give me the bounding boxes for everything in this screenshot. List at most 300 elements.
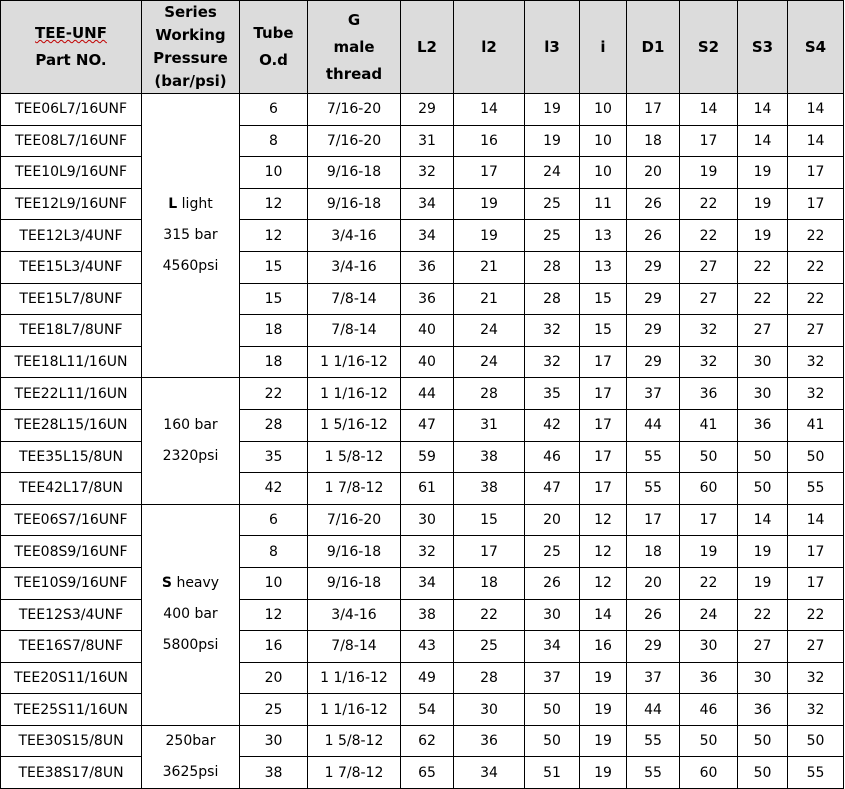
header-tube-line: O.d [259, 51, 288, 69]
cell-i: 15 [580, 283, 627, 315]
cell-s3: 36 [738, 409, 788, 441]
cell-thread: 1 1/16-12 [308, 694, 401, 726]
cell-s2: 32 [680, 315, 738, 347]
cell-l3: 46 [525, 441, 580, 473]
table-row [1, 125, 844, 157]
cell-i: 17 [580, 441, 627, 473]
cell-part-no: TEE08S9/16UNF [1, 536, 142, 568]
cell-s4: 17 [788, 157, 844, 189]
header-part-line: TEE-UNF [35, 24, 107, 42]
cell-i: 10 [580, 157, 627, 189]
cell-s3: 27 [738, 315, 788, 347]
cell-part-no: TEE08L7/16UNF [1, 125, 142, 157]
cell-tube-od: 12 [240, 188, 308, 220]
cell-d1: 55 [627, 441, 680, 473]
cell-l2-lower: 19 [454, 220, 525, 252]
cell-l2-lower: 22 [454, 599, 525, 631]
cell-part-no: TEE12L3/4UNF [1, 220, 142, 252]
cell-s2: 22 [680, 220, 738, 252]
cell-l3: 19 [525, 94, 580, 126]
header-thread-line: male [333, 37, 375, 56]
header-s4: S4 [788, 1, 844, 94]
cell-s4: 55 [788, 757, 844, 789]
cell-s2: 36 [680, 662, 738, 694]
cell-s4: 14 [788, 504, 844, 536]
cell-thread: 1 7/8-12 [308, 757, 401, 789]
cell-d1: 44 [627, 694, 680, 726]
series-text: 5800psi [162, 637, 219, 654]
cell-d1: 44 [627, 409, 680, 441]
cell-l3: 25 [525, 220, 580, 252]
cell-l2-lower: 34 [454, 757, 525, 789]
cell-l2: 43 [401, 631, 454, 663]
cell-i: 12 [580, 536, 627, 568]
cell-thread: 7/8-14 [308, 315, 401, 347]
series-line [142, 726, 239, 757]
cell-s2: 36 [680, 378, 738, 410]
cell-s2: 30 [680, 631, 738, 663]
header-l2-lower: l2 [454, 1, 525, 94]
cell-thread: 9/16-18 [308, 157, 401, 189]
series-text: 250bar [165, 732, 216, 749]
cell-s2: 17 [680, 125, 738, 157]
cell-l2: 47 [401, 409, 454, 441]
table-row [1, 757, 844, 789]
cell-l2: 40 [401, 346, 454, 378]
cell-i: 17 [580, 346, 627, 378]
cell-s3: 27 [738, 631, 788, 663]
cell-l2: 36 [401, 251, 454, 283]
table-body [1, 94, 844, 789]
cell-l2: 29 [401, 94, 454, 126]
series-text: 4560psi [162, 258, 219, 275]
table-row [1, 441, 844, 473]
cell-part-no: TEE16S7/8UNF [1, 631, 142, 663]
cell-d1: 29 [627, 283, 680, 315]
cell-tube-od: 15 [240, 283, 308, 315]
cell-thread: 9/16-18 [308, 536, 401, 568]
cell-part-no: TEE42L17/8UN [1, 473, 142, 505]
cell-l2-lower: 28 [454, 378, 525, 410]
cell-l3: 30 [525, 599, 580, 631]
cell-thread: 1 5/8-12 [308, 441, 401, 473]
cell-i: 13 [580, 220, 627, 252]
cell-l2: 54 [401, 694, 454, 726]
series-cell [142, 725, 240, 788]
cell-l3: 34 [525, 631, 580, 663]
series-text: 315 bar [163, 227, 218, 244]
cell-l2-lower: 18 [454, 567, 525, 599]
cell-l2-lower: 28 [454, 662, 525, 694]
cell-tube-od: 10 [240, 567, 308, 599]
table-row [1, 346, 844, 378]
cell-d1: 26 [627, 599, 680, 631]
cell-s3: 19 [738, 188, 788, 220]
cell-d1: 29 [627, 315, 680, 347]
cell-l2-lower: 24 [454, 315, 525, 347]
table-row [1, 251, 844, 283]
cell-part-no: TEE30S15/8UN [1, 725, 142, 757]
cell-part-no: TEE25S11/16UN [1, 694, 142, 726]
header-part-no [1, 1, 142, 94]
cell-thread: 1 7/8-12 [308, 473, 401, 505]
cell-d1: 29 [627, 631, 680, 663]
cell-s3: 30 [738, 662, 788, 694]
cell-s3: 19 [738, 220, 788, 252]
cell-s3: 50 [738, 725, 788, 757]
table-row [1, 567, 844, 599]
cell-s4: 22 [788, 220, 844, 252]
series-line [142, 251, 239, 282]
cell-l3: 50 [525, 694, 580, 726]
cell-s2: 50 [680, 725, 738, 757]
cell-s3: 19 [738, 157, 788, 189]
cell-l2-lower: 17 [454, 536, 525, 568]
cell-i: 19 [580, 757, 627, 789]
cell-thread: 1 1/16-12 [308, 662, 401, 694]
table-row [1, 283, 844, 315]
cell-tube-od: 10 [240, 157, 308, 189]
cell-l3: 24 [525, 157, 580, 189]
cell-tube-od: 8 [240, 536, 308, 568]
cell-s4: 22 [788, 251, 844, 283]
cell-thread: 3/4-16 [308, 599, 401, 631]
header-i: i [580, 1, 627, 94]
cell-tube-od: 16 [240, 631, 308, 663]
series-line [142, 757, 239, 788]
cell-d1: 55 [627, 473, 680, 505]
cell-s4: 27 [788, 315, 844, 347]
series-line [142, 599, 239, 630]
cell-s4: 14 [788, 94, 844, 126]
cell-tube-od: 35 [240, 441, 308, 473]
cell-i: 14 [580, 599, 627, 631]
table-row [1, 725, 844, 757]
cell-i: 11 [580, 188, 627, 220]
cell-tube-od: 22 [240, 378, 308, 410]
cell-s2: 19 [680, 157, 738, 189]
cell-d1: 37 [627, 662, 680, 694]
cell-l2-lower: 16 [454, 125, 525, 157]
cell-part-no: TEE22L11/16UN [1, 378, 142, 410]
cell-l3: 19 [525, 125, 580, 157]
cell-s2: 24 [680, 599, 738, 631]
cell-l3: 42 [525, 409, 580, 441]
cell-part-no: TEE20S11/16UN [1, 662, 142, 694]
series-text: 160 bar [163, 417, 218, 434]
table-row [1, 315, 844, 347]
cell-l3: 26 [525, 567, 580, 599]
cell-part-no: TEE06S7/16UNF [1, 504, 142, 536]
cell-s2: 32 [680, 346, 738, 378]
cell-thread: 7/16-20 [308, 125, 401, 157]
cell-d1: 55 [627, 725, 680, 757]
series-text: heavy [172, 575, 220, 592]
header-part-line: Part NO. [35, 51, 107, 69]
cell-s3: 22 [738, 251, 788, 283]
cell-s2: 27 [680, 283, 738, 315]
header-tube-line: Tube [253, 24, 294, 42]
cell-l2-lower: 15 [454, 504, 525, 536]
cell-l3: 51 [525, 757, 580, 789]
series-class-letter: L [168, 196, 178, 213]
table-row [1, 409, 844, 441]
cell-thread: 1 5/8-12 [308, 725, 401, 757]
cell-part-no: TEE10S9/16UNF [1, 567, 142, 599]
cell-l2-lower: 38 [454, 441, 525, 473]
cell-d1: 29 [627, 251, 680, 283]
cell-thread: 1 5/16-12 [308, 409, 401, 441]
cell-thread: 1 1/16-12 [308, 346, 401, 378]
cell-s3: 30 [738, 378, 788, 410]
cell-s2: 60 [680, 473, 738, 505]
cell-s2: 41 [680, 409, 738, 441]
table-row [1, 378, 844, 410]
cell-l2-lower: 14 [454, 94, 525, 126]
cell-d1: 18 [627, 536, 680, 568]
cell-thread: 9/16-18 [308, 567, 401, 599]
cell-tube-od: 8 [240, 125, 308, 157]
cell-s4: 50 [788, 725, 844, 757]
cell-l3: 47 [525, 473, 580, 505]
cell-d1: 26 [627, 188, 680, 220]
header-s2: S2 [680, 1, 738, 94]
cell-i: 10 [580, 125, 627, 157]
cell-l3: 25 [525, 188, 580, 220]
cell-l2: 30 [401, 504, 454, 536]
header-d1: D1 [627, 1, 680, 94]
cell-s3: 22 [738, 599, 788, 631]
cell-s3: 22 [738, 283, 788, 315]
cell-part-no: TEE18L7/8UNF [1, 315, 142, 347]
cell-l3: 28 [525, 251, 580, 283]
cell-d1: 18 [627, 125, 680, 157]
table-row [1, 220, 844, 252]
cell-part-no: TEE12L9/16UNF [1, 188, 142, 220]
cell-part-no: TEE15L7/8UNF [1, 283, 142, 315]
cell-s4: 22 [788, 283, 844, 315]
cell-l2: 36 [401, 283, 454, 315]
cell-part-no: TEE38S17/8UN [1, 757, 142, 789]
header-series-line: Series [164, 3, 217, 21]
cell-s4: 32 [788, 662, 844, 694]
cell-part-no: TEE35L15/8UN [1, 441, 142, 473]
cell-thread: 3/4-16 [308, 251, 401, 283]
cell-s2: 14 [680, 94, 738, 126]
cell-l2: 31 [401, 125, 454, 157]
cell-l2: 44 [401, 378, 454, 410]
series-text: 3625psi [162, 763, 219, 780]
cell-tube-od: 12 [240, 220, 308, 252]
cell-l2: 34 [401, 188, 454, 220]
series-line [142, 630, 239, 661]
table-row [1, 694, 844, 726]
cell-i: 17 [580, 378, 627, 410]
cell-part-no: TEE12S3/4UNF [1, 599, 142, 631]
cell-s4: 50 [788, 441, 844, 473]
cell-part-no: TEE10L9/16UNF [1, 157, 142, 189]
cell-s3: 14 [738, 125, 788, 157]
cell-s2: 22 [680, 188, 738, 220]
cell-s3: 50 [738, 441, 788, 473]
series-line [142, 220, 239, 251]
header-l3: l3 [525, 1, 580, 94]
series-text: light [177, 196, 213, 213]
cell-d1: 17 [627, 94, 680, 126]
table-row [1, 94, 844, 126]
table-row [1, 473, 844, 505]
cell-i: 10 [580, 94, 627, 126]
cell-s4: 14 [788, 125, 844, 157]
header-series-line: Pressure [153, 49, 228, 67]
cell-l2-lower: 24 [454, 346, 525, 378]
series-line [142, 441, 239, 472]
cell-s3: 19 [738, 567, 788, 599]
cell-l2: 65 [401, 757, 454, 789]
table-row [1, 536, 844, 568]
cell-l2: 32 [401, 157, 454, 189]
cell-s4: 32 [788, 694, 844, 726]
table-row [1, 662, 844, 694]
cell-tube-od: 28 [240, 409, 308, 441]
series-text: 400 bar [163, 606, 218, 623]
cell-tube-od: 12 [240, 599, 308, 631]
cell-tube-od: 18 [240, 346, 308, 378]
series-text: 2320psi [162, 448, 219, 465]
cell-thread: 7/16-20 [308, 94, 401, 126]
cell-tube-od: 15 [240, 251, 308, 283]
header-series [142, 1, 240, 94]
header-series-line: (bar/psi) [154, 72, 227, 90]
cell-tube-od: 6 [240, 94, 308, 126]
cell-l3: 32 [525, 346, 580, 378]
cell-l2-lower: 17 [454, 157, 525, 189]
cell-s3: 50 [738, 473, 788, 505]
cell-thread: 9/16-18 [308, 188, 401, 220]
series-cell [142, 504, 240, 725]
cell-l2-lower: 19 [454, 188, 525, 220]
cell-tube-od: 25 [240, 694, 308, 726]
cell-tube-od: 30 [240, 725, 308, 757]
cell-s4: 17 [788, 188, 844, 220]
cell-s4: 27 [788, 631, 844, 663]
cell-s3: 30 [738, 346, 788, 378]
cell-i: 17 [580, 409, 627, 441]
cell-s4: 17 [788, 567, 844, 599]
cell-s4: 55 [788, 473, 844, 505]
header-row [1, 1, 844, 94]
table-row [1, 188, 844, 220]
cell-s3: 19 [738, 536, 788, 568]
cell-l2-lower: 36 [454, 725, 525, 757]
series-cell [142, 94, 240, 378]
cell-s2: 60 [680, 757, 738, 789]
cell-l2-lower: 31 [454, 409, 525, 441]
series-cell [142, 378, 240, 504]
cell-l3: 37 [525, 662, 580, 694]
cell-d1: 17 [627, 504, 680, 536]
cell-d1: 29 [627, 346, 680, 378]
table-row [1, 599, 844, 631]
cell-l3: 35 [525, 378, 580, 410]
cell-tube-od: 38 [240, 757, 308, 789]
cell-l2: 38 [401, 599, 454, 631]
cell-d1: 20 [627, 567, 680, 599]
header-series-line: Working [155, 26, 226, 44]
series-line [142, 189, 239, 220]
cell-tube-od: 20 [240, 662, 308, 694]
cell-s4: 22 [788, 599, 844, 631]
cell-l2-lower: 38 [454, 473, 525, 505]
cell-part-no: TEE18L11/16UN [1, 346, 142, 378]
cell-thread: 7/8-14 [308, 631, 401, 663]
cell-l3: 28 [525, 283, 580, 315]
cell-s2: 19 [680, 536, 738, 568]
cell-i: 15 [580, 315, 627, 347]
cell-s4: 32 [788, 346, 844, 378]
cell-i: 19 [580, 725, 627, 757]
cell-l2: 34 [401, 567, 454, 599]
cell-d1: 37 [627, 378, 680, 410]
cell-thread: 1 1/16-12 [308, 378, 401, 410]
header-l2: L2 [401, 1, 454, 94]
cell-s2: 27 [680, 251, 738, 283]
cell-d1: 20 [627, 157, 680, 189]
cell-l2: 61 [401, 473, 454, 505]
table-row [1, 504, 844, 536]
cell-s3: 14 [738, 94, 788, 126]
cell-i: 12 [580, 504, 627, 536]
cell-s3: 50 [738, 757, 788, 789]
cell-s2: 46 [680, 694, 738, 726]
cell-i: 12 [580, 567, 627, 599]
cell-tube-od: 18 [240, 315, 308, 347]
cell-s3: 14 [738, 504, 788, 536]
cell-s3: 36 [738, 694, 788, 726]
cell-l2: 62 [401, 725, 454, 757]
cell-tube-od: 6 [240, 504, 308, 536]
header-thread-line: thread [325, 64, 383, 83]
header-s3: S3 [738, 1, 788, 94]
header-thread [308, 1, 401, 94]
cell-i: 17 [580, 473, 627, 505]
cell-d1: 26 [627, 220, 680, 252]
cell-thread: 7/8-14 [308, 283, 401, 315]
cell-l3: 25 [525, 536, 580, 568]
cell-l2-lower: 25 [454, 631, 525, 663]
cell-l3: 50 [525, 725, 580, 757]
cell-part-no: TEE15L3/4UNF [1, 251, 142, 283]
cell-i: 19 [580, 694, 627, 726]
cell-s2: 17 [680, 504, 738, 536]
cell-l2-lower: 21 [454, 283, 525, 315]
cell-i: 16 [580, 631, 627, 663]
header-tube-od [240, 1, 308, 94]
series-line [142, 410, 239, 441]
header-thread-line: G [347, 10, 361, 29]
cell-part-no: TEE06L7/16UNF [1, 94, 142, 126]
cell-l2-lower: 30 [454, 694, 525, 726]
cell-tube-od: 42 [240, 473, 308, 505]
cell-s4: 32 [788, 378, 844, 410]
series-line [142, 568, 239, 599]
table-row [1, 157, 844, 189]
cell-l2: 40 [401, 315, 454, 347]
table-row [1, 631, 844, 663]
cell-thread: 3/4-16 [308, 220, 401, 252]
cell-d1: 55 [627, 757, 680, 789]
cell-s4: 41 [788, 409, 844, 441]
